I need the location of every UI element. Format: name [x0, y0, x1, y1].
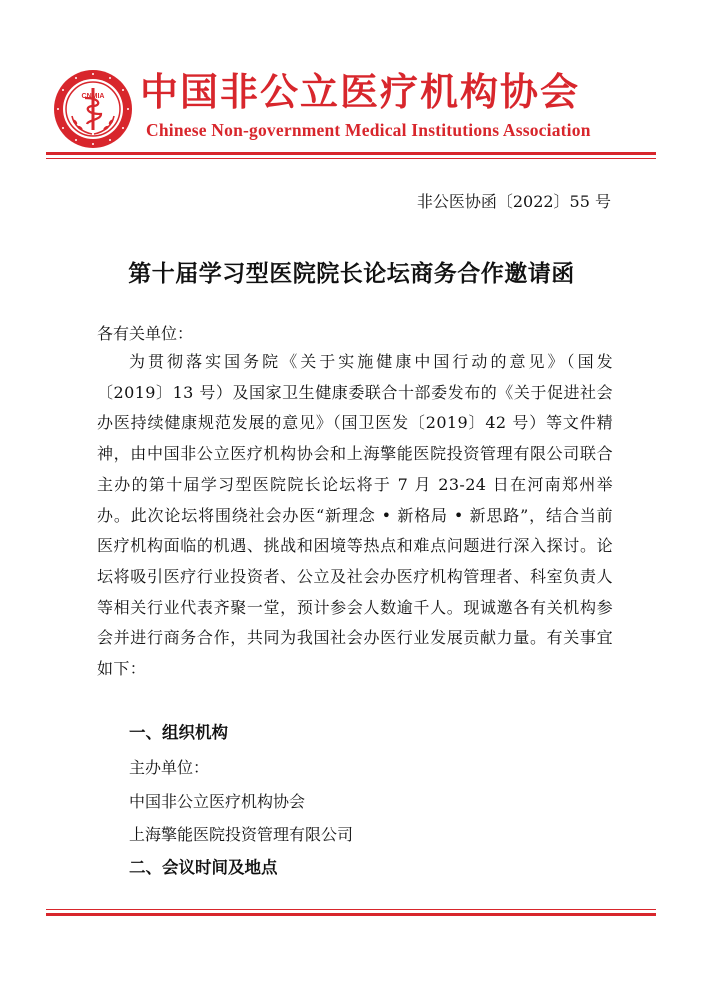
footer-rule-thick: [46, 913, 656, 916]
salutation: 各有关单位：: [97, 324, 194, 343]
section-heading-organization: 一、组织机构: [129, 723, 228, 742]
header-rule-thin: [46, 158, 656, 159]
document-number: 非公医协函〔2022〕55 号: [416, 192, 611, 211]
body-paragraph: 为贯彻落实国务院《关于实施健康中国行动的意见》（国发〔2019〕13 号）及国家卫生健康委联合十部委发布的《关于促进社会办医持续健康规范发展的意见》（国卫医发〔2019〕42 号）等文件精神，由中国非公立医疗机构协会和上海擎能医院投资管理有限公司联合主办的第十届学习型医院院长论坛将于 7 月 23-24 日在河南郑州举办。此次论坛将围绕社会办医“新理念 • 新格局 • 新思路”，结合当前医疗机构面临的机遇、挑战和困境等热点和难点问题进行深入探讨。论坛将吸引医疗行业投资者、公立及社会办医疗机构管理者、科室负责人等相关行业代表齐聚一堂，预计参会人数逾千人。现诚邀各有关机构参会并进行商务合作，共同为我国社会办医行业发展贡献力量。有关事宜如下：: [97, 352, 613, 679]
organizer-item: 中国非公立医疗机构协会: [129, 792, 306, 811]
section-heading-time-location: 二、会议时间及地点: [129, 858, 278, 877]
organizer-label: 主办单位：: [129, 758, 210, 777]
document-title: 第十届学习型医院院长论坛商务合作邀请函: [128, 260, 575, 287]
organizer-item: 上海擎能医院投资管理有限公司: [129, 825, 354, 844]
header-rule-thick: [46, 152, 656, 155]
org-name-en: Chinese Non-government Medical Institutions Association: [146, 120, 591, 140]
association-logo: [52, 68, 134, 150]
svg-text:CNMIA: CNMIA: [81, 93, 105, 100]
org-name-cn: 中国非公立医疗机构协会: [140, 69, 581, 114]
footer-rule-thin: [46, 909, 656, 910]
